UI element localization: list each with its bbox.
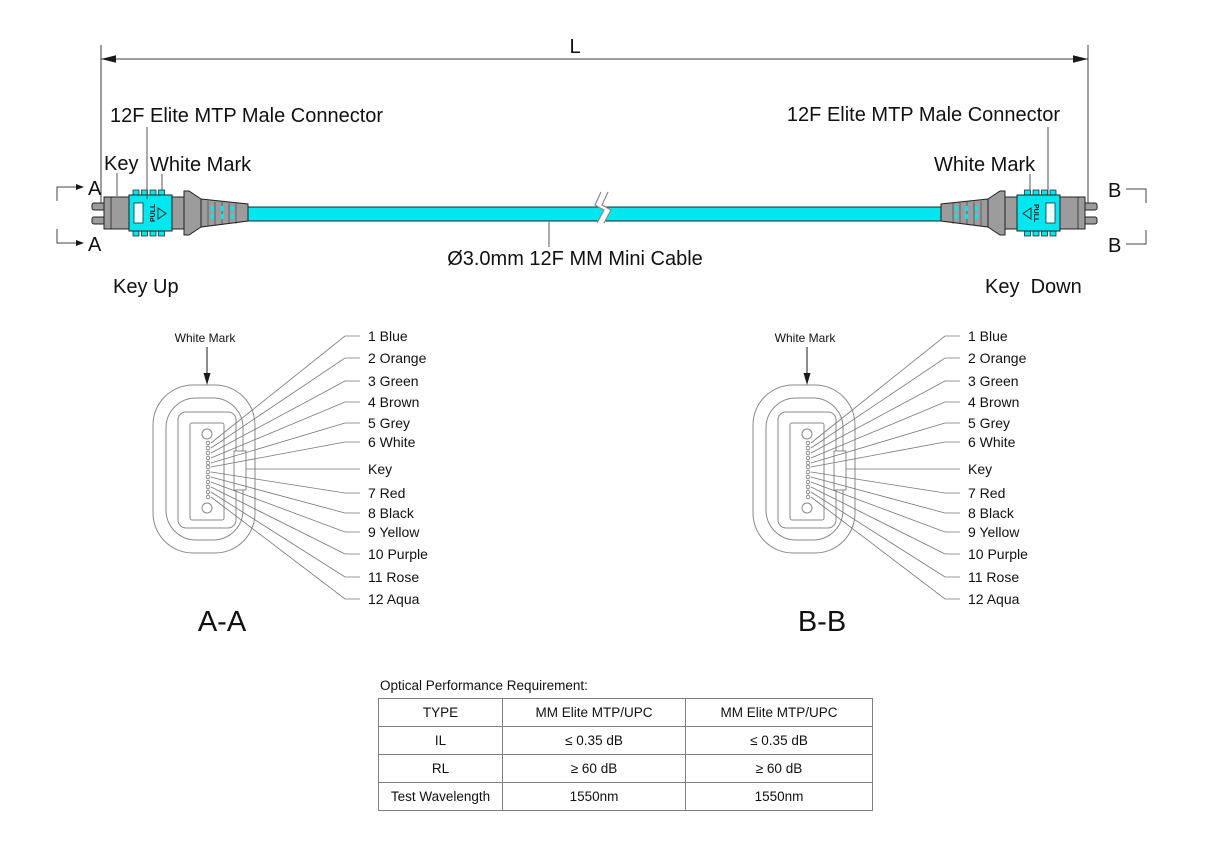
section-caption-bb: B-B [797, 606, 847, 638]
fiber-label: 5 Grey [968, 415, 1011, 431]
cable-assembly-drawing [0, 0, 1214, 315]
fiber-label: 2 Orange [968, 350, 1027, 366]
table-cell: MM Elite MTP/UPC [686, 699, 873, 727]
fiber-label: 1 Blue [368, 328, 408, 344]
section-label-a-bottom: A [88, 234, 102, 256]
fiber-labels [968, 328, 1028, 607]
left-connector-label: 12F Elite MTP Male Connector [110, 105, 384, 127]
table-row [379, 727, 873, 755]
white-mark-label-left: White Mark [150, 154, 252, 176]
dimension-arrow-right [1073, 55, 1088, 63]
pull-text-left: PULL [150, 203, 157, 222]
table-cell: TYPE [379, 699, 503, 727]
optical-performance-table [378, 698, 873, 811]
fiber-label: 6 White [968, 434, 1016, 450]
white-mark-label-right: White Mark [934, 154, 1036, 176]
section-label-b-bottom: B [1108, 235, 1122, 257]
section-label-b-top: B [1108, 180, 1122, 202]
optical-performance-section [378, 678, 878, 811]
table-row [379, 755, 873, 783]
fiber-label: 12 Aqua [368, 591, 420, 607]
fiber-label: 8 Black [368, 505, 414, 521]
key-up-label: Key Up [113, 276, 179, 298]
key-slot [234, 451, 246, 490]
fiber-leader-lines [811, 336, 960, 599]
section-label-a-top: A [88, 178, 102, 200]
fiber-label: 10 Purple [368, 546, 428, 562]
fiber-label: Key [368, 461, 393, 477]
section-caption-aa: A-A [197, 606, 247, 638]
fiber-label: 9 Yellow [968, 524, 1020, 540]
white-mark-arrowhead [804, 373, 811, 385]
section-arrow-a-bottom [76, 240, 84, 246]
fiber-holes [806, 441, 810, 499]
table-title: Optical Performance Requirement: [380, 678, 588, 693]
table-cell: IL [379, 727, 503, 755]
fiber-label: 4 Brown [968, 394, 1020, 410]
table-cell: ≤ 0.35 dB [686, 727, 873, 755]
key-callout-label: Key [104, 153, 139, 175]
cable [248, 192, 941, 223]
fiber-label: 11 Rose [368, 569, 420, 585]
table-cell: MM Elite MTP/UPC [503, 699, 686, 727]
fiber-label: Key [968, 461, 993, 477]
fiber-label: 7 Red [368, 485, 406, 501]
section-arrow-a-top [76, 184, 84, 190]
section-view-aa [130, 325, 480, 645]
table-cell: RL [379, 755, 503, 783]
dimension-arrow-left [101, 55, 116, 63]
white-mark-arrowhead [204, 373, 211, 385]
cable-label: Ø3.0mm 12F MM Mini Cable [447, 248, 703, 270]
table-cell: Test Wavelength [379, 783, 503, 811]
white-mark-label: White Mark [774, 331, 836, 345]
section-view-bb [730, 325, 1080, 645]
right-connector-label: 12F Elite MTP Male Connector [786, 104, 1060, 126]
table-cell: ≥ 60 dB [503, 755, 686, 783]
right-mtp-connector [941, 190, 1097, 236]
fiber-label: 8 Black [968, 505, 1014, 521]
fiber-label: 12 Aqua [968, 591, 1020, 607]
pull-text-right: PULL [1032, 204, 1039, 223]
fiber-leader-lines [211, 336, 360, 599]
callout-leaders [117, 127, 1048, 247]
fiber-label: 3 Green [368, 373, 419, 389]
table-row [379, 699, 873, 727]
table-cell: ≤ 0.35 dB [503, 727, 686, 755]
fiber-label: 10 Purple [968, 546, 1028, 562]
table-cell: 1550nm [686, 783, 873, 811]
table-cell: 1550nm [503, 783, 686, 811]
dimension-label: L [569, 36, 581, 58]
table-row [379, 783, 873, 811]
left-mtp-connector [92, 190, 248, 236]
white-mark-label: White Mark [174, 331, 236, 345]
key-down-label: Key Down [985, 276, 1082, 298]
fiber-label: 3 Green [968, 373, 1019, 389]
fiber-label: 7 Red [968, 485, 1006, 501]
fiber-holes [206, 441, 210, 499]
fiber-label: 1 Blue [968, 328, 1008, 344]
fiber-label: 2 Orange [368, 350, 427, 366]
key-slot [834, 451, 846, 490]
fiber-labels [368, 328, 428, 607]
fiber-label: 4 Brown [368, 394, 420, 410]
fiber-label: 9 Yellow [368, 524, 420, 540]
table-cell: ≥ 60 dB [686, 755, 873, 783]
fiber-label: 6 White [368, 434, 416, 450]
fiber-label: 5 Grey [368, 415, 411, 431]
fiber-label: 11 Rose [968, 569, 1020, 585]
